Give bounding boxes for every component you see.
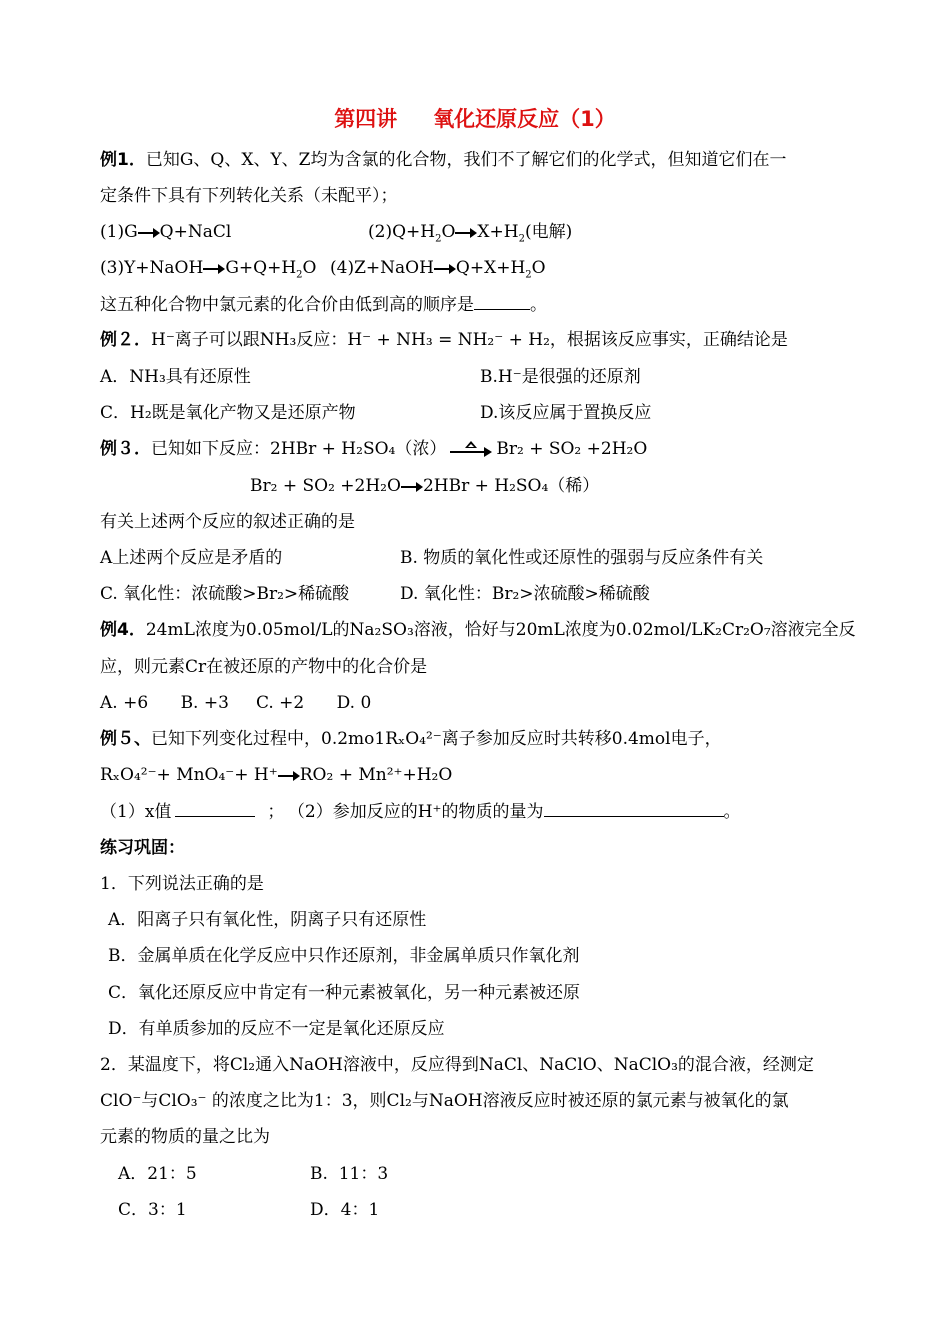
ex4-label: 例4． — [100, 620, 146, 640]
ex4-line2: 应，则元素Cr在被还原的产物中的化合价是 — [100, 657, 428, 677]
arrow-icon — [138, 228, 160, 238]
lecture-topic: 氧化还原反应（1） — [433, 107, 616, 131]
ex1-r2-left: (2)Q+H — [368, 222, 436, 242]
ex1-line1 — [100, 149, 787, 171]
ex3-label: 例３． — [100, 439, 151, 459]
practice-q2-stem-b: ClO⁻与ClO₃⁻ 的浓度之比为1：3，则Cl₂与NaOH溶液反应时被还原的氯元素与被氧化的氯 — [100, 1091, 789, 1111]
ex1-reaction-2: $(2)Q+H_2O$ $X+H_2$(电解) — [368, 222, 573, 245]
ex1-line2: 定条件下具有下列转化关系（未配平）； — [100, 186, 398, 206]
ex1-r4-right: Q+X+H — [455, 258, 526, 278]
ex1-r2-cond: (电解) — [524, 222, 573, 242]
ex5-end: 。 — [723, 802, 741, 822]
ex2-option-b: B.H⁻是很强的还原剂 — [480, 367, 641, 387]
ex5-questions — [100, 800, 741, 823]
ex3-question: 有关上述两个反应的叙述正确的是 — [100, 512, 355, 532]
ex3-option-b: B. 物质的氧化性或还原性的强弱与反应条件有关 — [400, 548, 764, 568]
ex5-line1 — [100, 728, 722, 750]
ex5-eq-left: RₓO₄²⁻+ MnO₄⁻+ H⁺ — [100, 765, 278, 785]
ex1-reaction-1 — [100, 221, 231, 243]
answer-blank[interactable] — [474, 293, 530, 310]
ex3-r2-right: 2HBr + H₂SO₄（稀） — [422, 476, 600, 496]
x-value-blank[interactable] — [175, 800, 255, 817]
arrow-icon — [434, 264, 456, 274]
ex2-line1 — [100, 329, 788, 351]
arrow-icon — [278, 771, 300, 781]
ex3-reaction-1 — [100, 438, 647, 460]
ex1-r2-right: X+H — [477, 222, 519, 242]
page-title — [0, 103, 950, 133]
ex4-options: A. +6 B. +3 C. +2 D. 0 — [100, 693, 372, 713]
ex4-line1 — [100, 619, 856, 641]
ex1-label: 例1． — [100, 150, 146, 170]
heating-arrow-icon — [450, 441, 492, 459]
ex1-r3-left: (3)Y+NaOH — [100, 258, 204, 278]
ex3-r2-left: Br₂ + SO₂ +2H₂O — [250, 476, 401, 496]
practice-q2-stem-a: 2．某温度下，将Cl₂通入NaOH溶液中，反应得到NaCl、NaClO、NaClO₃的混合液，经测定 — [100, 1055, 814, 1075]
ex1-question-text: 这五种化合物中氯元素的化合价由低到高的顺序是 — [100, 295, 474, 315]
ex5-label: 例５、 — [100, 729, 151, 749]
arrow-icon — [455, 228, 477, 238]
practice-q1-option-a: A．阳离子只有氧化性，阴离子只有还原性 — [108, 910, 427, 930]
practice-q2-stem-c: 元素的物质的量之比为 — [100, 1127, 270, 1147]
ex1-end: 。 — [530, 295, 547, 315]
ex3-option-c: C. 氧化性：浓硫酸>Br₂>稀硫酸 — [100, 584, 350, 604]
practice-q2-option-c: C．3：1 — [118, 1200, 187, 1220]
ex1-r1-left: (1)G — [100, 222, 138, 242]
practice-heading: 练习巩固： — [100, 838, 185, 858]
ex3-r1-right: Br₂ + SO₂ +2H₂O — [496, 439, 648, 459]
ex5-eq-right: RO₂ + Mn²⁺+H₂O — [299, 765, 453, 785]
ex2-option-c: C．H₂既是氧化产物又是还原产物 — [100, 403, 356, 423]
h-amount-blank[interactable] — [544, 800, 724, 817]
ex2-stem: H⁻离子可以跟NH₃反应：H⁻ + NH₃ = NH₂⁻ + H₂，根据该反应事实，正确结论是 — [151, 330, 788, 350]
ex5-stem: 已知下列变化过程中，0.2mo1RₓO₄²⁻离子参加反应时共转移0.4mol电子， — [151, 729, 722, 749]
ex2-option-d: D.该反应属于置换反应 — [480, 403, 652, 423]
practice-q2-option-a: A．21：5 — [118, 1164, 197, 1184]
ex5-q2: （2）参加反应的H⁺的物质的量为 — [296, 802, 544, 822]
ex2-option-a: A．NH₃具有还原性 — [100, 367, 251, 387]
practice-q1-option-d: D．有单质参加的反应不一定是氧化还原反应 — [108, 1019, 445, 1039]
lecture-number: 第四讲 — [334, 107, 398, 131]
ex3-reaction-2 — [250, 475, 599, 497]
practice-q1-option-b: B．金属单质在化学反应中只作还原剂，非金属单质只作氧化剂 — [108, 946, 580, 966]
practice-q1-option-c: C．氧化还原反应中肯定有一种元素被氧化，另一种元素被还原 — [108, 983, 581, 1003]
ex1-reaction-3: (3)Y+NaOH $G+Q+H_2O$ — [100, 258, 317, 281]
practice-q1-stem: 1．下列说法正确的是 — [100, 874, 264, 894]
ex3-r1-left: 已知如下反应：2HBr + H₂SO₄（浓） — [151, 439, 447, 459]
arrow-icon — [203, 264, 225, 274]
practice-q2-option-b: B. 11：3 — [310, 1164, 389, 1184]
practice-q2-option-d: D．4：1 — [310, 1200, 380, 1220]
ex1-reaction-4: (4)Z+NaOH $Q+X+H_2O$ — [330, 258, 546, 281]
ex5-sep: ； — [267, 802, 285, 822]
ex1-r3-right: G+Q+H — [225, 258, 297, 278]
ex4-stem-a: 24mL浓度为0.05mol/L的Na₂SO₃溶液，恰好与20mL浓度为0.02mol/LK₂Cr₂O₇溶液完全反 — [145, 620, 856, 640]
ex1-r4-left: (4)Z+NaOH — [330, 258, 434, 278]
arrow-icon — [401, 482, 423, 492]
ex1-r1-right: Q+NaCl — [159, 222, 232, 242]
ex3-option-d: D. 氧化性：Br₂>浓硫酸>稀硫酸 — [400, 584, 650, 604]
ex5-q1: （1）x值 — [100, 802, 172, 822]
ex1-question — [100, 293, 547, 316]
ex2-label: 例２． — [100, 330, 151, 350]
ex3-option-a: A上述两个反应是矛盾的 — [100, 548, 283, 568]
ex5-equation — [100, 764, 452, 786]
ex1-stem-a: 已知G、Q、X、Y、Z均为含氯的化合物，我们不了解它们的化学式，但知道它们在一 — [145, 150, 787, 170]
